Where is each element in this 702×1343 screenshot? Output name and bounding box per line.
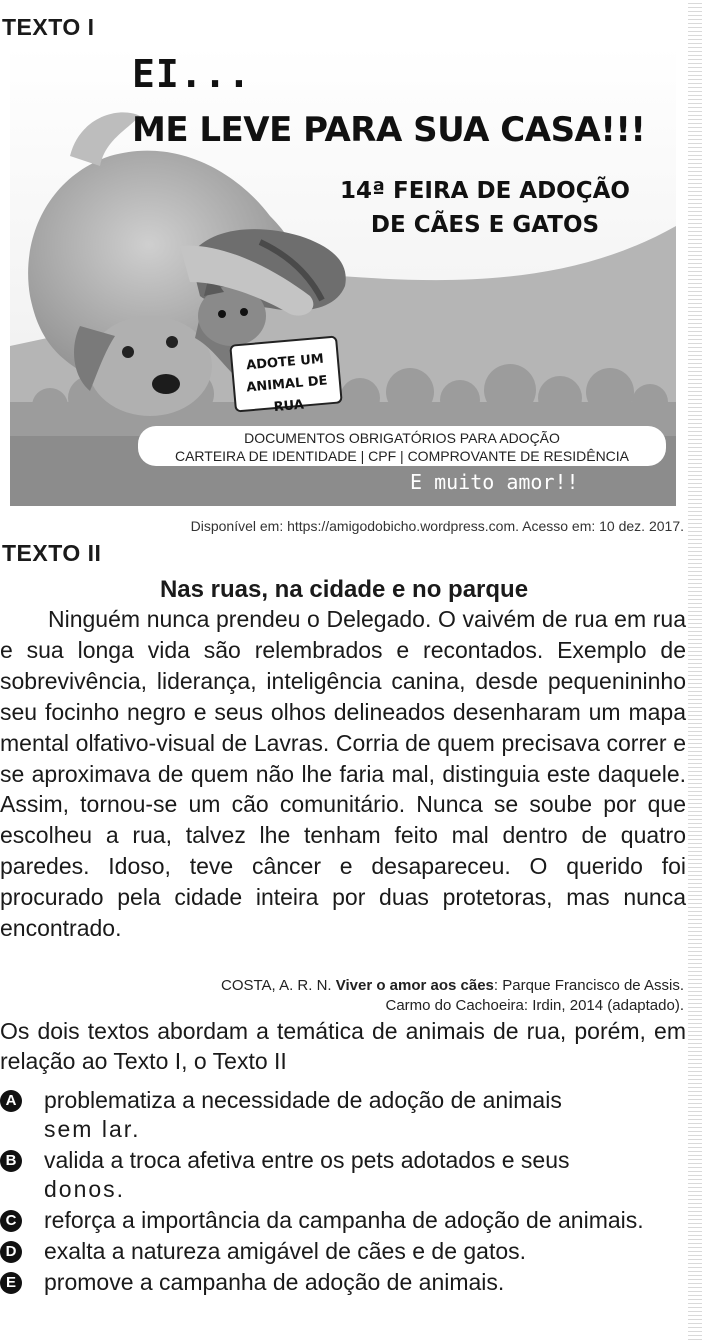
option-e-text: promove a campanha de adoção de animais. bbox=[44, 1269, 505, 1295]
option-b-text-tail: donos. bbox=[44, 1176, 126, 1202]
poster-feira-line2: DE CÃES E GATOS bbox=[370, 212, 600, 238]
poster-feira-title bbox=[310, 174, 660, 242]
option-c-text: reforça a importância da campanha de adoção de animais. bbox=[44, 1207, 644, 1233]
poster-amor-text: E muito amor!! bbox=[410, 470, 579, 494]
option-e[interactable] bbox=[0, 1268, 686, 1297]
texto-i-heading: TEXTO I bbox=[2, 14, 95, 40]
option-a[interactable] bbox=[0, 1086, 686, 1144]
option-b-letter-icon: B bbox=[0, 1150, 22, 1172]
poster-headline-ei: EI... bbox=[132, 52, 252, 96]
poster-feira-line1: 14ª FEIRA DE ADOÇÃO bbox=[340, 178, 630, 204]
option-c[interactable] bbox=[0, 1206, 686, 1235]
required-documents-box bbox=[138, 426, 666, 466]
option-d-text: exalta a natureza amigável de cães e de gatos. bbox=[44, 1238, 527, 1264]
citation-line1 bbox=[221, 976, 684, 996]
adoption-poster bbox=[10, 46, 676, 506]
option-a-text-main: problematiza a necessidade de adoção de animais bbox=[44, 1087, 562, 1113]
option-e-letter-icon: E bbox=[0, 1272, 22, 1294]
texto-i-source: Disponível em: https://amigodobicho.wordpress.com. Acesso em: 10 dez. 2017. bbox=[190, 518, 684, 534]
option-b-text bbox=[44, 1146, 686, 1204]
texto-ii-title: Nas ruas, na cidade e no parque bbox=[159, 576, 529, 603]
option-a-text-tail: sem lar. bbox=[44, 1116, 141, 1142]
option-b[interactable] bbox=[0, 1146, 686, 1204]
docs-line2: CARTEIRA DE IDENTIDADE | CPF | COMPROVANTE DE RESIDÊNCIA bbox=[174, 448, 630, 464]
option-c-letter-icon: C bbox=[0, 1210, 22, 1232]
option-a-letter-icon: A bbox=[0, 1090, 22, 1112]
margin-watermark-strip bbox=[688, 0, 702, 1343]
docs-line1: DOCUMENTOS OBRIGATÓRIOS PARA ADOÇÃO bbox=[244, 430, 560, 446]
citation-line2: Carmo do Cachoeira: Irdin, 2014 (adaptado). bbox=[385, 997, 684, 1014]
adote-line2: ANIMAL DE RUA bbox=[245, 373, 329, 416]
citation-author: COSTA, A. R. N. bbox=[221, 977, 336, 994]
question-stem: Os dois textos abordam a temática de animais de rua, porém, em relação ao Texto I, o Texto II bbox=[0, 1018, 686, 1074]
texto-ii-paragraph: Ninguém nunca prendeu o Delegado. O vaivém de rua em rua e sua longa vida são relembrados e recontados. Exemplo de sobrevivência, liderança, inteligência canina, desde pequenininho seu focinho negro e seus olhos delineados desenharam um mapa mental olfativo-visual de Lavras. Corria de quem precisava correr e se aproximava de quem não lhe faria mal, distinguia este daquele. Assim, tornou-se um cão comunitário. Nunca se soube por que escolheu a rua, talvez lhe tenham feito mal dentro de quatro paredes. Idoso, teve câncer e desapareceu. O querido foi procurado pela cidade inteira por duas protetoras, mas nunca encontrado. bbox=[0, 606, 686, 942]
option-a-text bbox=[44, 1086, 686, 1144]
adote-line1: ADOTE UM bbox=[245, 351, 325, 374]
citation-work: Viver o amor aos cães bbox=[335, 977, 494, 994]
option-d[interactable] bbox=[0, 1237, 686, 1266]
texto-ii-body bbox=[0, 604, 686, 944]
poster-headline-leve: ME LEVE PARA SUA CASA!!! bbox=[132, 110, 646, 150]
option-d-letter-icon: D bbox=[0, 1241, 22, 1263]
answer-options bbox=[0, 1086, 686, 1297]
option-b-text-main: valida a troca afetiva entre os pets adotados e seus bbox=[44, 1147, 570, 1173]
citation-rest: : Parque Francisco de Assis. bbox=[493, 977, 684, 994]
texto-ii-citation bbox=[221, 976, 684, 1016]
texto-ii-heading: TEXTO II bbox=[2, 540, 102, 566]
adote-sign bbox=[229, 335, 343, 416]
